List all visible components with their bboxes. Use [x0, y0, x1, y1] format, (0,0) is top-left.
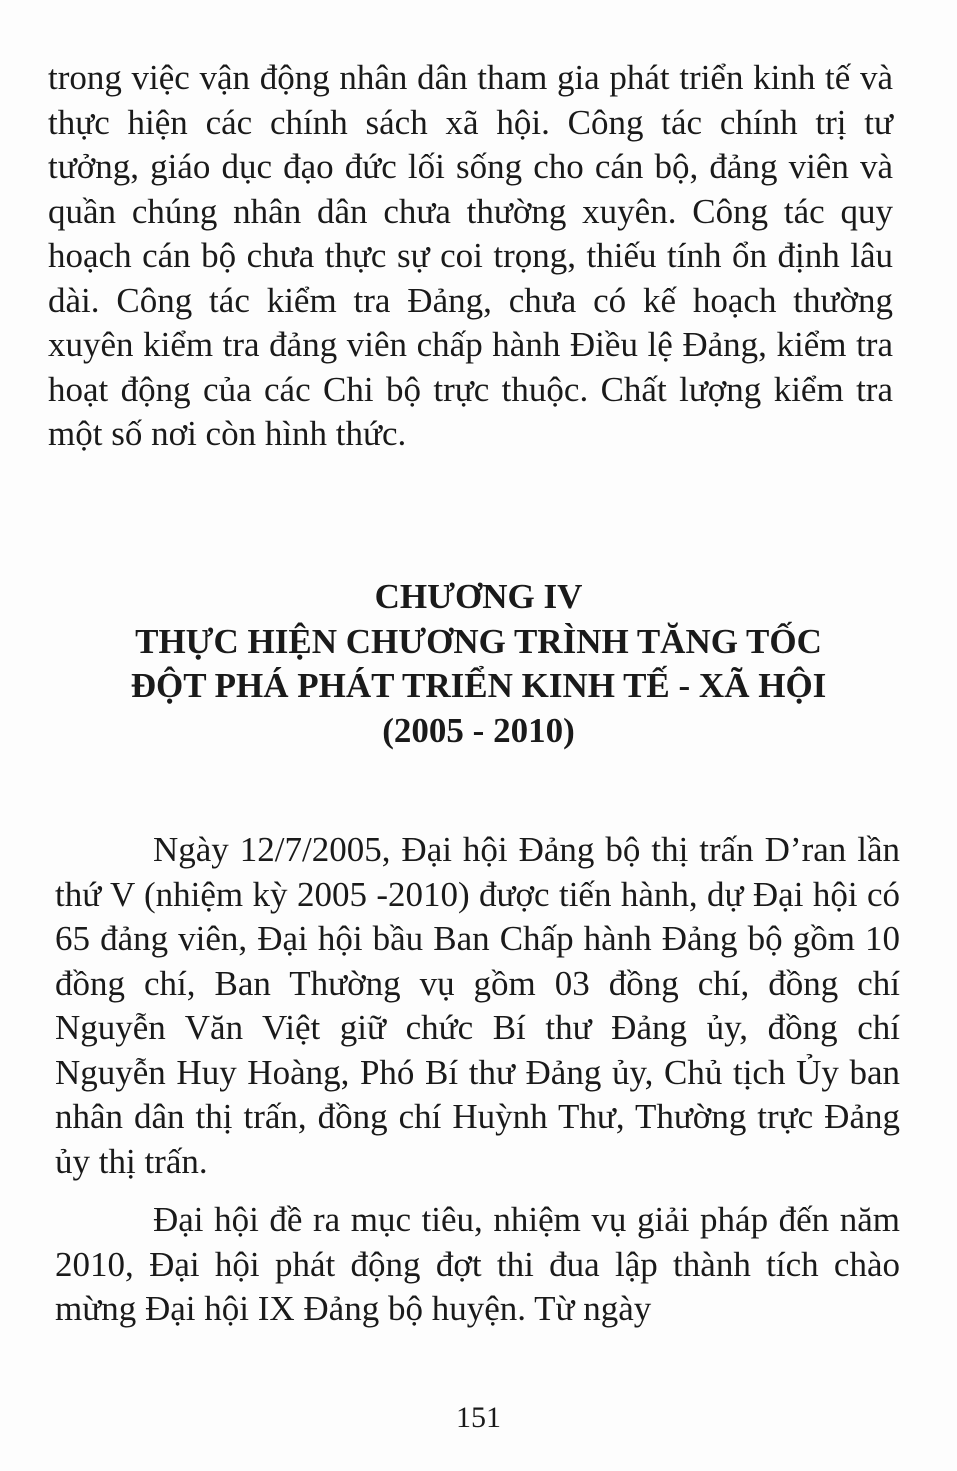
page-number: 151 [456, 1401, 501, 1434]
chapter-label: CHƯƠNG IV [374, 577, 583, 616]
chapter-title-line-1: THỰC HIỆN CHƯƠNG TRÌNH TĂNG TỐC [135, 621, 822, 661]
chapter-heading [40, 575, 917, 753]
chapter-title-line-2: ĐỘT PHÁ PHÁT TRIỂN KINH TẾ - XÃ HỘI [130, 666, 827, 705]
chapter-paragraph-2: Đại hội đề ra mục tiêu, nhiệm vụ giải pháp đến năm 2010, Đại hội phát động đợt thi đua lập thành tích chào mừng Đại hội IX Đảng bộ huyện. Từ ngày [55, 1200, 900, 1328]
continued-paragraph: trong việc vận động nhân dân tham gia phát triển kinh tế và thực hiện các chính sách xã hội. Công tác chính trị tư tưởng, giáo dục đạo đức lối sống cho cán bộ, đảng viên và quần chúng nhân dân chưa thường xuyên. Công tác quy hoạch cán bộ chưa thực sự coi trọng, thiếu tính ổn định lâu dài. Công tác kiểm tra Đảng, chưa có kế hoạch thường xuyên kiểm tra đảng viên chấp hành Điều lệ Đảng, kiểm tra hoạt động của các Chi bộ trực thuộc. Chất lượng kiểm tra một số nơi còn hình thức. [48, 58, 893, 453]
chapter-period: (2005 - 2010) [382, 710, 575, 750]
chapter-paragraph-1: Ngày 12/7/2005, Đại hội Đảng bộ thị trấn D’ran lần thứ V (nhiệm kỳ 2005 -2010) được tiến hành, dự Đại hội có 65 đảng viên, Đại hội bầu Ban Chấp hành Đảng bộ gồm 10 đồng chí, Ban Thường vụ gồm 03 đồng chí, đồng chí Nguyễn Văn Việt giữ chức Bí thư Đảng ủy, đồng chí Nguyễn Huy Hoàng, Phó Bí thư Đảng ủy, Chủ tịch Ủy ban nhân dân thị trấn, đồng chí Huỳnh Thư, Thường trực Đảng ủy thị trấn. [55, 830, 900, 1181]
